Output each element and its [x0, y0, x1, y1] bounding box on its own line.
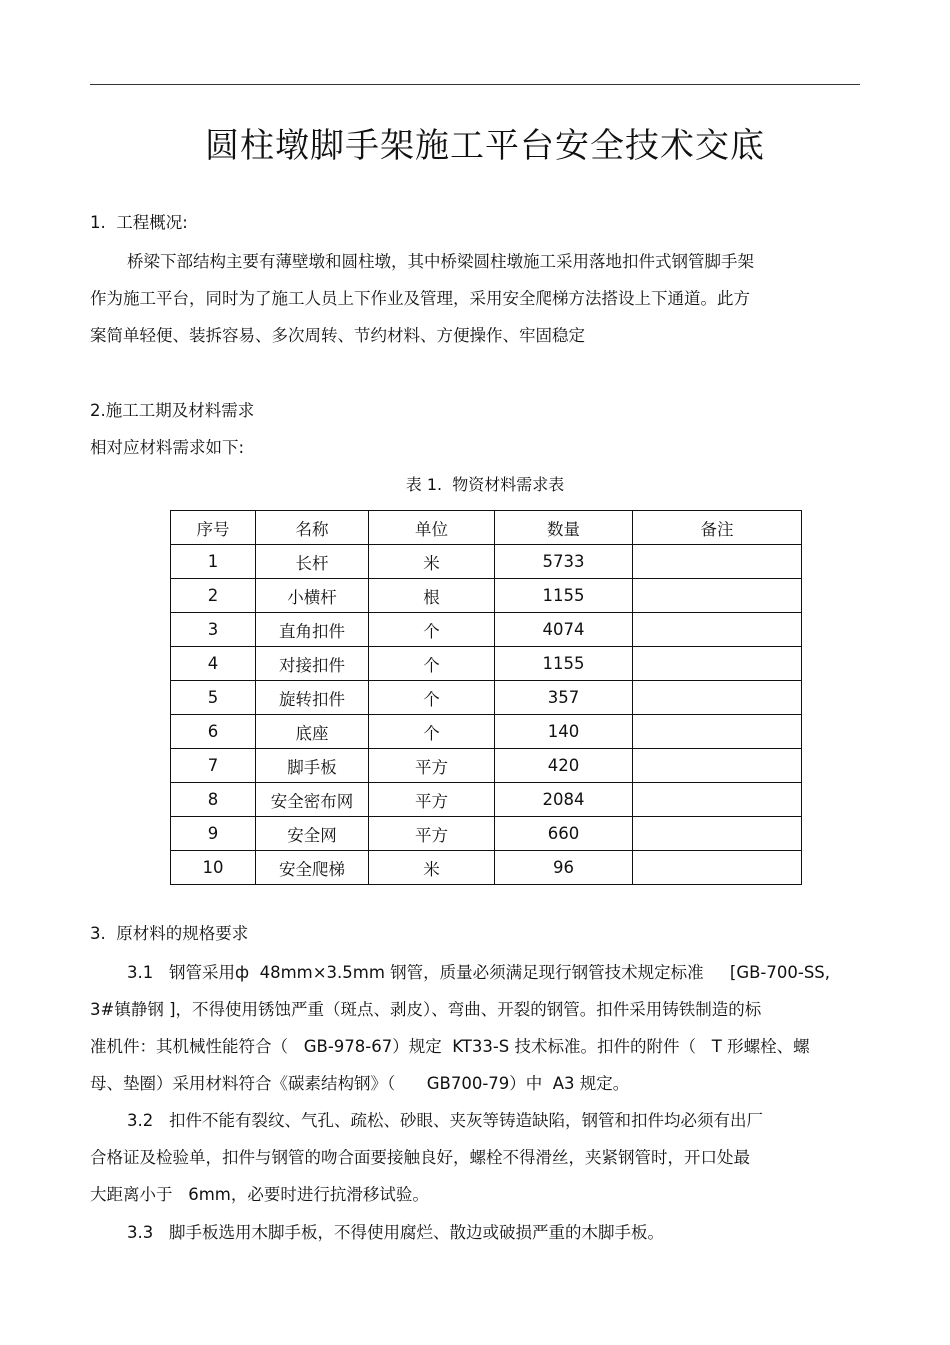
table-row [171, 647, 802, 681]
cell-remark [633, 783, 802, 817]
header-rule [90, 84, 860, 85]
cell-quantity: 140 [495, 715, 633, 749]
cell-index: 1 [171, 545, 256, 579]
cell-unit: 个 [369, 647, 495, 681]
cell-index: 5 [171, 681, 256, 715]
cell-quantity: 5733 [495, 545, 633, 579]
table-row [171, 817, 802, 851]
section-3-2-line-2: 合格证及检验单，扣件与钢管的吻合面要接触良好，螺栓不得滑丝，夹紧钢管时，开口处最 [90, 1148, 750, 1167]
section-1-heading: 1. 工程概况: [90, 213, 188, 232]
cell-unit: 平方 [369, 817, 495, 851]
cell-quantity: 357 [495, 681, 633, 715]
cell-name: 小横杆 [256, 579, 369, 613]
material-table [170, 510, 802, 885]
cell-index: 7 [171, 749, 256, 783]
header-cell-quantity: 数量 [495, 511, 633, 545]
section-3-1-line-4: 母、垫圈）采用材料符合《碳素结构钢》（ GB700-79）中 A3 规定。 [90, 1074, 630, 1093]
cell-index: 10 [171, 851, 256, 885]
section-2-heading: 2.施工工期及材料需求 [90, 401, 255, 420]
cell-name: 底座 [256, 715, 369, 749]
cell-remark [633, 579, 802, 613]
cell-remark [633, 715, 802, 749]
header-cell-unit: 单位 [369, 511, 495, 545]
table-row [171, 851, 802, 885]
section-1-line-2: 作为施工平台，同时为了施工人员上下作业及管理，采用安全爬梯方法搭设上下通道。此方 [90, 289, 750, 308]
cell-remark [633, 545, 802, 579]
cell-quantity: 4074 [495, 613, 633, 647]
cell-unit: 个 [369, 681, 495, 715]
cell-unit: 米 [369, 545, 495, 579]
header-cell-remark: 备注 [633, 511, 802, 545]
table-row [171, 783, 802, 817]
section-3-1-line-2: 3#镇静钢 ]，不得使用锈蚀严重（斑点、剥皮）、弯曲、开裂的钢管。扣件采用铸铁制造的标 [90, 1000, 762, 1019]
cell-name: 安全网 [256, 817, 369, 851]
cell-unit: 个 [369, 613, 495, 647]
section-3-1-line-1: 3.1 钢管采用ф 48mm×3.5mm 钢管，质量必须满足现行钢管技术规定标准 [GB-700-SS, [127, 963, 831, 982]
table-row [171, 715, 802, 749]
cell-quantity: 96 [495, 851, 633, 885]
cell-unit: 平方 [369, 749, 495, 783]
cell-quantity: 660 [495, 817, 633, 851]
table-caption: 表 1. 物资材料需求表 [405, 475, 565, 494]
header-cell-index: 序号 [171, 511, 256, 545]
cell-name: 长杆 [256, 545, 369, 579]
cell-index: 4 [171, 647, 256, 681]
section-3-2-line-1: 3.2 扣件不能有裂纹、气孔、疏松、砂眼、夹灰等铸造缺陷，钢管和扣件均必须有出厂 [127, 1111, 763, 1130]
cell-remark [633, 681, 802, 715]
cell-unit: 根 [369, 579, 495, 613]
cell-remark [633, 647, 802, 681]
cell-quantity: 1155 [495, 647, 633, 681]
cell-name: 旋转扣件 [256, 681, 369, 715]
section-3-heading: 3. 原材料的规格要求 [90, 924, 249, 943]
cell-index: 8 [171, 783, 256, 817]
section-3-3-line-1: 3.3 脚手板选用木脚手板，不得使用腐烂、散边或破损严重的木脚手板。 [127, 1223, 664, 1242]
cell-quantity: 1155 [495, 579, 633, 613]
cell-unit: 平方 [369, 783, 495, 817]
cell-index: 2 [171, 579, 256, 613]
cell-quantity: 2084 [495, 783, 633, 817]
cell-remark [633, 817, 802, 851]
section-3-2-line-3: 大距离小于 6mm，必要时进行抗滑移试验。 [90, 1185, 429, 1204]
section-3-1-line-3: 准机件：其机械性能符合（ GB-978-67）规定 KT33-S 技术标准。扣件的附件（ T 形螺栓、螺 [90, 1037, 810, 1056]
table-header-row [171, 511, 802, 545]
cell-index: 9 [171, 817, 256, 851]
cell-name: 安全密布网 [256, 783, 369, 817]
table-row [171, 681, 802, 715]
cell-name: 直角扣件 [256, 613, 369, 647]
section-1-line-1: 桥梁下部结构主要有薄壁墩和圆柱墩，其中桥梁圆柱墩施工采用落地扣件式钢管脚手架 [127, 252, 754, 271]
cell-unit: 个 [369, 715, 495, 749]
cell-index: 3 [171, 613, 256, 647]
table-row [171, 749, 802, 783]
cell-remark [633, 613, 802, 647]
cell-unit: 米 [369, 851, 495, 885]
header-cell-name: 名称 [256, 511, 369, 545]
cell-name: 安全爬梯 [256, 851, 369, 885]
table-row [171, 613, 802, 647]
cell-quantity: 420 [495, 749, 633, 783]
document-title: 圆柱墩脚手架施工平台安全技术交底 [205, 126, 765, 166]
section-1-line-3: 案简单轻便、装拆容易、多次周转、节约材料、方便操作、牢固稳定 [90, 326, 585, 345]
cell-name: 脚手板 [256, 749, 369, 783]
cell-index: 6 [171, 715, 256, 749]
section-2-intro: 相对应材料需求如下: [90, 438, 245, 457]
cell-remark [633, 851, 802, 885]
cell-name: 对接扣件 [256, 647, 369, 681]
cell-remark [633, 749, 802, 783]
table-row [171, 579, 802, 613]
table-row [171, 545, 802, 579]
